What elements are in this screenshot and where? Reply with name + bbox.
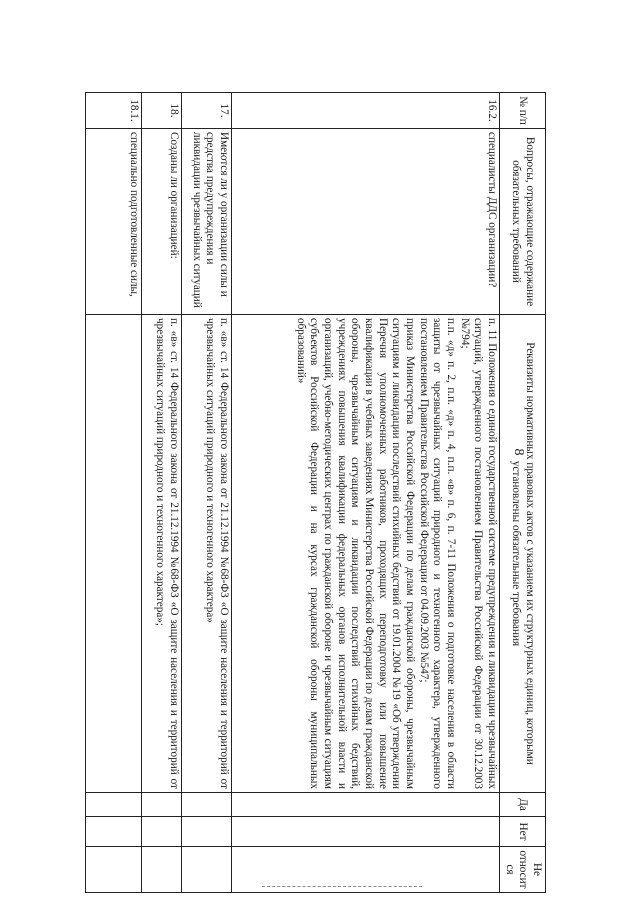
footer-rule [262,886,422,887]
answer-no-cell[interactable] [86,817,142,847]
reference-paragraph: п.п. «д» п. 2, п.п. «д» п. 4, п.п. «в» п. 6, п. 7-11 Положения о подготовке населения в области защиты от чрезвычайных ситуаций природного и техногенного характера, утвержденного постановлением Правительства Российской Федерации от 04.09.2003 №547; [417,318,458,789]
header-not-applicable: Не относит ся [500,847,546,893]
row-num: 17. [182,93,232,129]
header-num: № п/п [500,93,546,129]
reference-paragraph: п. «в» ст. 14 Федерального закона от 21.12.1994 №68-ФЗ «О защите населения и территорий от чрезвычайных ситуаций природного и техногенного характера» [204,318,230,789]
header-references: Реквизиты нормативных правовых актов с указанием их структурных единиц, которыми установлены обязательные требования [500,315,546,793]
row-num: 16.2. [232,93,500,129]
row-question: Имеются ли у организации силы и средства предупреждения и ликвидации чрезвычайных ситуаций [182,129,232,315]
row-num: 18. [142,93,182,129]
table-header-row [500,93,546,893]
row-question: специально подготовленные силы, [86,129,142,315]
table-row [182,93,232,893]
page-number: 8 [511,448,526,456]
header-question: Вопросы, отражающие содержание обязательных требований [500,129,546,315]
row-references [182,315,232,793]
answer-no-cell[interactable] [232,817,500,847]
reference-paragraph: приказ Министерства Российской Федерации по делам гражданской обороны, чрезвычайным ситуациям и ликвидации последствий стихийных бедствий от 19.01.2004 №19 «Об утверждении Перечня уполномоченных работников, проходящих переподготовку или повышение квалификации в учебных заведениях Министерства Российской Федерации по делам гражданской обороны, чрезвычайным ситуациям и ликвидации последствий стихийных бедствий, учреждениях повышения квалификации федеральных органов исполнительной власти и организаций, учебно-методических центрах по гражданской обороне и чрезвычайным ситуациям субъектов Российской Федерации и на курсах гражданской обороны муниципальных образований» [294,318,417,789]
reference-paragraph: п. «в» ст. 14 Федерального закона от 21.12.1994 №68-ФЗ «О защите населения и территорий от чрезвычайных ситуаций природного и техногенного характера»; [154,318,180,789]
answer-na-cell[interactable] [142,847,182,893]
answer-yes-cell[interactable] [232,793,500,817]
requirements-table [85,92,546,893]
row-references [232,315,500,793]
answer-yes-cell[interactable] [142,793,182,817]
row-references [86,315,142,793]
table-row [142,93,182,893]
answer-na-cell[interactable] [182,847,232,893]
row-num: 18.1. [86,93,142,129]
header-yes: Да [500,793,546,817]
rotated-table-wrapper [86,92,546,892]
answer-na-cell[interactable] [86,847,142,893]
answer-no-cell[interactable] [142,817,182,847]
header-no: Нет [500,817,546,847]
answer-yes-cell[interactable] [86,793,142,817]
table-row [86,93,142,893]
row-question: Созданы ли организацией: [142,129,182,315]
answer-yes-cell[interactable] [182,793,232,817]
answer-no-cell[interactable] [182,817,232,847]
table-row [232,93,500,893]
row-question: специалисты ДДС организации? [232,129,500,315]
reference-paragraph: п. 11 Положения о единой государственной системе предупреждения и ликвидации чрезвычайных ситуаций, утвержденного постановлением Правительства Российской Федерации от 30.12.2003 №794; [458,318,498,789]
row-references [142,315,182,793]
